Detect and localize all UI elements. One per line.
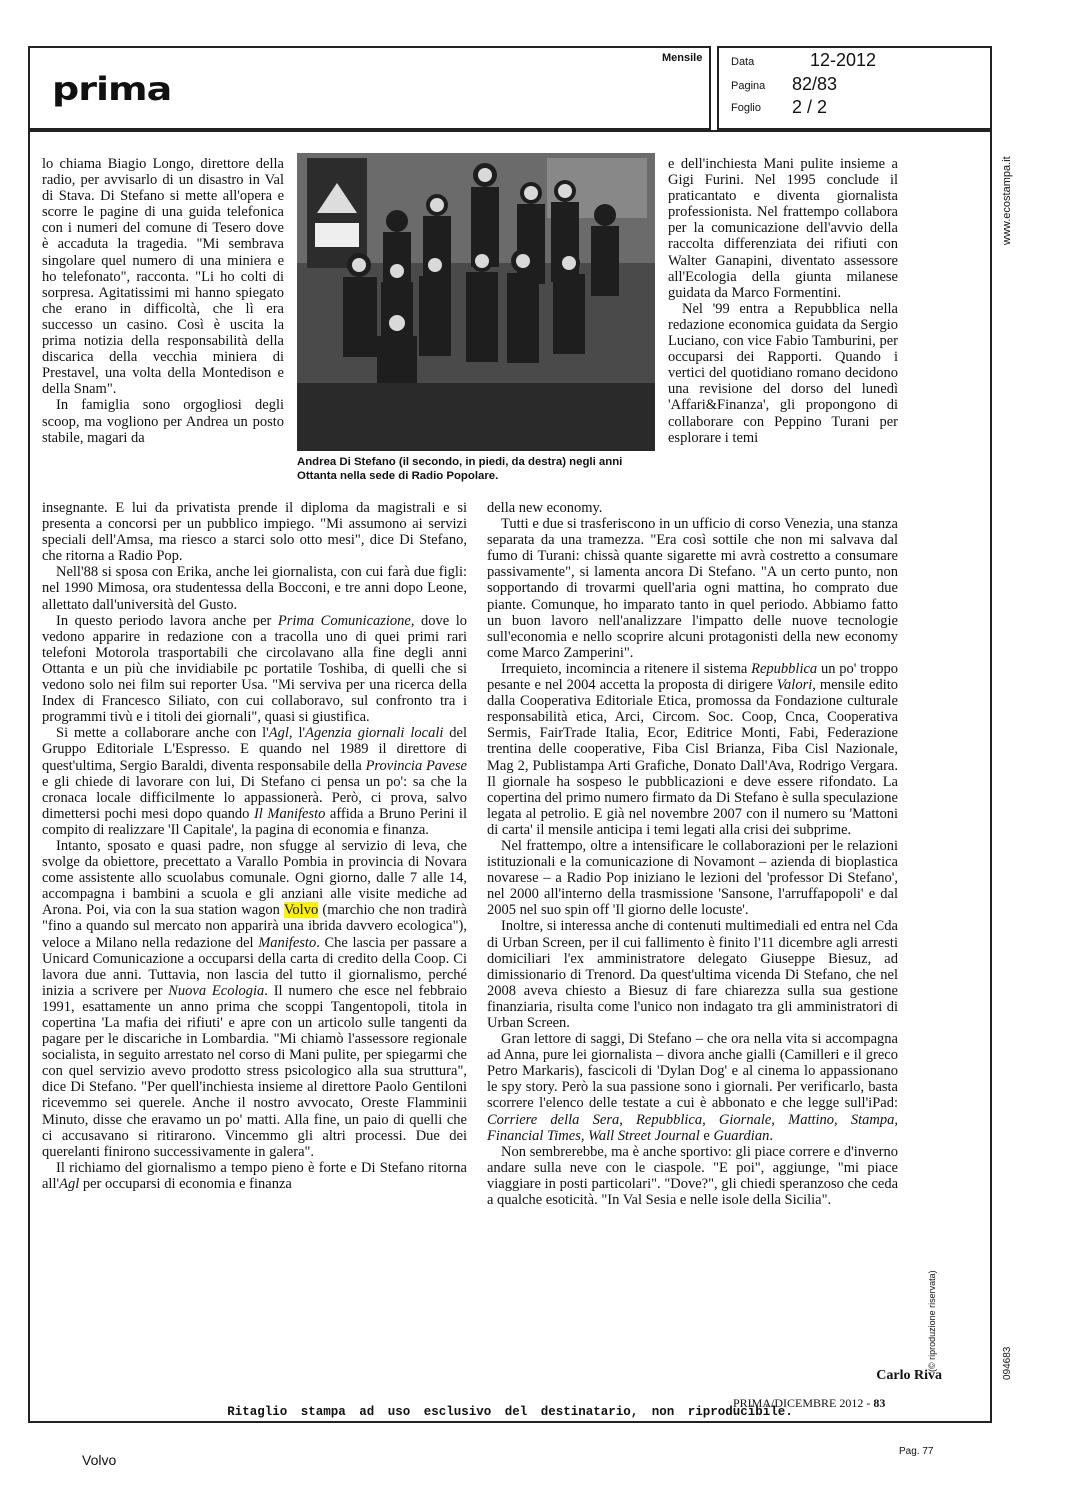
article-photo [297, 153, 655, 451]
archive-code: 094683 [1002, 1346, 1013, 1380]
author-signature: Carlo Riva [876, 1368, 942, 1383]
paragraph: Si mette a collaborare anche con l'Agl, l'Agenzia giornali locali del Gruppo Editoriale L'Espresso. E quando nel 1989 il direttore di quest'ultima, Sergio Baraldi, diventa responsabile della Provincia Pavese e gli chiede di lavorare con lui, Di Stefano ci pensa un po': sa che la cronaca locale difficilmente lo appassionerà. Però, ci prova, salvo dimettersi pochi mesi dopo quando Il Manifesto affida a Bruno Perini il compito di realizzare 'Il Capitale', la pagina di economia e finanza. [42, 725, 467, 838]
paragraph: Gran lettore di saggi, Di Stefano – che ora nella vita si accompagna ad Anna, pure lei giornalista – divora anche gialli (Camilleri e il greco Petro Markaris), fascicoli di 'Dylan Dog' e al cinema lo appassionano le spy story. Però la sua passione sono i giornali. Per verificarlo, basta scorrere l'elenco delle testate a cui è abbonato e che legge sull'iPad: Corriere della Sera, Repubblica, Giornale, Mattino, Stampa, Financial Times, Wall Street Journal e Guardian. [487, 1031, 898, 1144]
paragraph: della new economy. [487, 500, 603, 516]
page-reference: PRIMA/DICEMBRE 2012 - 83 [733, 1396, 886, 1410]
paragraph: insegnante. E lui da privatista prende il diploma da magistrali e si presenta a concorsi per un pubblico impiego. "Mi assumono ai servizi speciali dell'Amsa, ma riesco a starci solo otto mesi", dice Di Stefano, che ritorna a Radio Pop. [42, 500, 467, 565]
paragraph: e dell'inchiesta Mani pulite insieme a Gigi Furini. Nel 1995 conclude il praticantato e diventa giornalista professionista. Nel frattempo collabora per la comunicazione dell'avvio della raccolta differenziata dei rifiuti con Walter Ganapini, diventato assessore all'Ecologia della giunta milanese guidata da Marco Formentini. [668, 156, 898, 301]
highlighted-keyword: Volvo [283, 902, 319, 919]
website-label: www.ecostampa.it [1001, 156, 1013, 245]
group-photo-illustration [297, 153, 655, 451]
paragraph: In questo periodo lavora anche per Prima Comunicazione, dove lo vedono apparire in redazione con a tracolla uno di quei primi rari telefoni Motorola trasportabili che circolavano alla fine degli anni Ottanta e un più che invidiabile pc portatile Toshiba, di quelli che si vedono solo nei film sui reporter Usa. "Mi serviva per una ricerca della Index di Francesco Siliato, con cui collaboravo, sul confronto tra i programmi tivù e i titoli dei giornali", quasi si giustifica. [42, 612, 467, 726]
meta-value-page: 82/83 [792, 74, 838, 94]
frequency-label: Mensile [662, 52, 703, 64]
meta-label-sheet: Foglio [731, 102, 761, 114]
paragraph: Tutti e due si trasferiscono in un ufficio di corso Venezia, una stanza separata da una tramezza. "Era così sottile che non mi salvava dal fumo di Turani: chissà quante sigarette mi avrà costretto a consumare passivamente", si lamenta ancora Di Stefano. "A un certo punto, non sopportando di trovarmi quell'aria ogni mattina, ho comprato due piante. Comunque, ho imparato tanto in quel periodo. Abbiamo fatto un buon lavoro nell'analizzare l'impatto delle nuove tecnologie sull'economia e nello scoprire alcuni protagonisti della new economy come Marco Zamperini". [487, 516, 898, 661]
page-number: Pag. 77 [899, 1446, 934, 1457]
meta-label-page: Pagina [731, 80, 766, 92]
paragraph: Il richiamo del giornalismo a tempo pieno è forte e Di Stefano ritorna all'Agl per occuparsi di economia e finanza [42, 1159, 467, 1192]
article-column-top-left [42, 156, 284, 446]
paragraph: Nell'88 si sposa con Erika, anche lei giornalista, con cui farà due figli: nel 1990 Mimosa, ora studentessa della Bocconi, e tre anni dopo Leone, allettato dall'università del Gusto. [42, 564, 467, 613]
photo-caption: Andrea Di Stefano (il secondo, in piedi, da destra) negli anni Ottanta nella sede di Radio Popolare. [297, 456, 623, 482]
article-column-right [487, 500, 898, 1208]
rights-note: (© riproduzione riservata) [927, 1270, 937, 1372]
search-keyword: Volvo [82, 1452, 117, 1468]
paragraph: Non sembrerebbe, ma è anche sportivo: gli piace correre e d'inverno andare sulla neve con le ciaspole. "E poi", aggiunge, "mi piace viaggiare in posti particolari". "Dove?", gli chiedi speranzoso che ceda a qualche esoticità. "In Val Sesia e nelle isole della Sicilia". [487, 1143, 898, 1209]
paragraph: Inoltre, si interessa anche di contenuti multimediali ed entra nel Cda di Urban Screen, per il cui fallimento è finito l'11 dicembre agli arresti domiciliari l'ex amministratore delegato Giuseppe Biesuz, ad dimissionario di Trenord. Da quest'ultima vicenda Di Stefano, che nel 2008 aveva chiesto a Biesuz di fare chiarezza sulla sua gestione finanziaria, risulta come l'unico non indagato tra gli amministratori di Urban Screen. [487, 918, 898, 1031]
paragraph: Nel frattempo, oltre a intensificare le collaborazioni per le relazioni istituzionali e la comunicazione di Novamont – azienda di bioplastica novarese – a Radio Pop iniziano le lezioni del 'professor Di Stefano', nel 2000 all'interno della trasmissione 'Sansone, l'arruffapopoli' e dal 2005 nel suo spin off 'Il giorno delle locuste'. [487, 837, 898, 919]
article-column-left [42, 500, 467, 1192]
paragraph: Intanto, sposato e quasi padre, non sfugge al servizio di leva, che svolge da obiettore, precettato a Varallo Pombia in provincia di Novara come assistente allo scuolabus comunale. Ogni giorno, dalle 7 alle 14, accompagna i bambini a scuola e gli anziani alle visite mediche ad Arona. Poi, via con la sua station wagon Volvo (marchio che non tradirà "fino a quando sul mercato non apparirà una ibrida davvero ecologica"), veloce a Milano nella redazione del Manifesto. Che lascia per passare a Unicard Comunicazione a occuparsi della carta di credito della Coop. Ci lavora due anni. Tuttavia, non lascia del tutto il giornalismo, perché inizia a scrivere per Nuova Ecologia. Il numero che esce nel febbraio 1991, esattamente un anno prima che scoppi Tangentopoli, titola in copertina 'La mafia dei rifiuti' e apre con un articolo sulle tangenti da pagare per le discariche in Lombardia. "Mi chiamò l'assessore regionale socialista, in seguito arrestato nel corso di Mani pulite, per spiegarmi che con quel servizio avevo prodotto stress psicologico alla sua struttura", dice Di Stefano. "Per quell'inchiesta insieme al direttore Paolo Gentiloni ricevemmo sei querele. Anche il nostro avvocato, Oreste Flamminii Minuto, disse che eravamo un po' matti. Alla fine, un paio di quelli che ci accusavano si ritirarono. Vincemmo gli altri processi. Due dei querelanti finirono successivamente in galera". [42, 837, 467, 1160]
paragraph: Irrequieto, incomincia a ritenere il sistema Repubblica un po' troppo pesante e nel 2004 accetta la proposta di dirigere Valori, mensile edito dalla Cooperativa Editoriale Etica, promossa da Fondazione culturale responsabilità etica, Arci, Circom. Soc. Coop, Cnca, Cooperativa Sermis, FairTrade Italia, Ecor, Editrice Monti, Fabi, Federazione trentina delle cooperative, Fiba Cisl Brianza, Fiba Cisl Nazionale, Mag 2, Publistampa Arti Grafiche, Donato Dall'Ava, Rodrigo Vergara. Il giornale ha sospeso le pubblicazioni e deve essere rifondato. La copertina del primo numero firmato da Di Stefano è sulla speculazione legata al petrolio. E già nel novembre 2007 con il numero su 'Mattoni di carta' il mensile anticipa i temi legati alla crisi dei subprime. [487, 660, 899, 838]
article-column-top-right [668, 156, 898, 446]
meta-label-date: Data [731, 56, 755, 68]
usage-disclaimer: Ritaglio stampa ad uso esclusivo del destinatario, non riproducibile. [227, 1405, 793, 1419]
meta-value-date: 12-2012 [810, 50, 877, 70]
paragraph: In famiglia sono orgogliosi degli scoop, ma vogliono per Andrea un posto stabile, magari da [42, 397, 284, 446]
paragraph: lo chiama Biagio Longo, direttore della radio, per avvisarlo di un disastro in Val di Stava. Di Stefano si mette all'opera e scorre le pagine di una guida telefonica con i numeri del comune di Tesero dove è accaduta la tragedia. "Mi sembrava singolare quel numero di una miniera e ho telefonato", racconta. "Li ho colti di sorpresa. Agitatissimi mi hanno spiegato che erano in difficoltà, che lì era successo un casino. Così è uscita la prima notizia della responsabilità della discarica della vecchia miniera di Prestavel, una volta della Montedison e della Snam". [42, 156, 284, 398]
meta-value-sheet: 2 / 2 [792, 97, 828, 117]
publication-logo: prima [52, 70, 172, 108]
paragraph: Nel '99 entra a Repubblica nella redazione economica guidata da Sergio Luciano, con vice Fabio Tamburini, per occuparsi dei Rapporti. Quando i vertici del quotidiano romano decidono una revisione del dorso del lunedì 'Affari&Finanza', gli propongono di collaborare con Peppino Turani per esplorare i temi [668, 300, 898, 446]
